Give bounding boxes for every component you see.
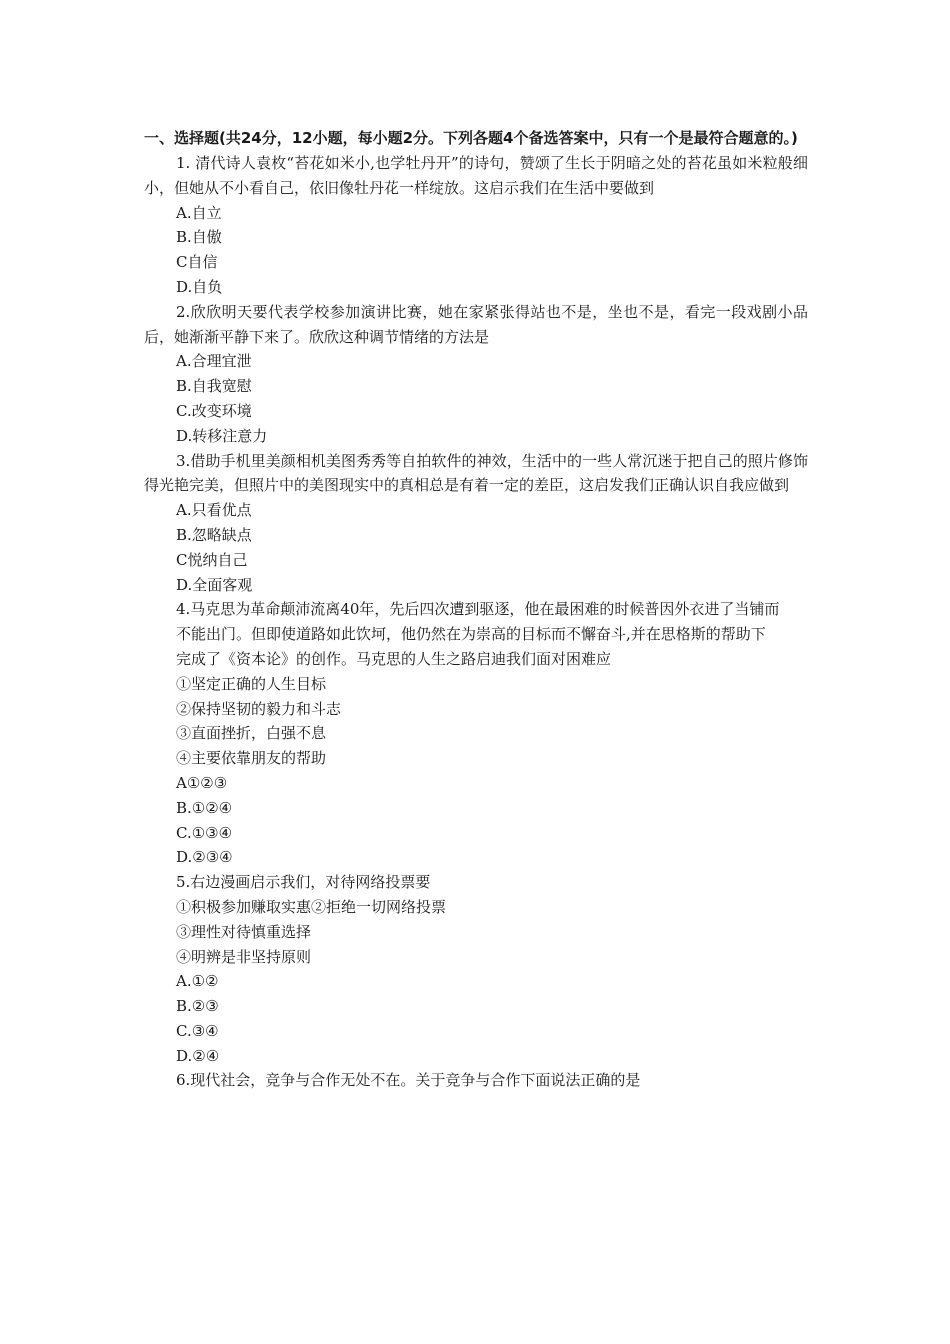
question-2-option-a: A.合理宜泄 xyxy=(176,352,252,371)
question-5-option-b: B.②③ xyxy=(176,997,219,1016)
question-3 xyxy=(144,449,808,598)
question-4 xyxy=(144,597,808,870)
question-1-stem: 1. 清代诗人袁枚“苔花如米小,也学牡丹开”的诗句，赞颂了生长于阴暗之处的苔花虽如米粒般细小，但她从不小看自己，依旧像牡丹花一样绽放。这启示我们在生活中要做到 xyxy=(144,154,808,197)
question-5 xyxy=(144,870,808,1068)
question-2-option-b: B.自我宽慰 xyxy=(176,377,252,396)
question-3-stem: 3.借助手机里美颜相机美图秀秀等自拍软件的神效，生活中的一些人常沉迷于把自己的照片修饰得光艳完美，但照片中的美图现实中的真相总是有着一定的差臣，这启发我们正确认识自我应做到 xyxy=(144,451,808,495)
question-4-statement-1: ①坚定正确的人生目标 xyxy=(176,674,327,693)
question-5-statement-3: ④明辨是非坚持原则 xyxy=(176,947,312,966)
question-4-stem-line-2: 不能出门。但即使道路如此饮坷，他仍然在为崇高的目标而不懈奋斗,并在思格斯的帮助下 xyxy=(176,625,766,644)
question-5-option-a: A.①② xyxy=(176,972,219,991)
question-4-statement-3: ③直面挫折，白强不息 xyxy=(176,724,327,743)
question-2-option-c: C.改变环境 xyxy=(176,401,252,420)
exam-content xyxy=(144,126,808,1093)
question-5-statement-1: ①积极参加赚取实惠②拒绝一切网络投票 xyxy=(176,897,447,916)
question-6-stem: 6.现代社会，竞争与合作无处不在。关于竞争与合作下面说法正确的是 xyxy=(176,1071,641,1090)
question-3-option-b: B.忽略缺点 xyxy=(176,525,252,544)
question-2-stem: 2.欣欣明天要代表学校参加演讲比赛，她在家紧张得站也不是，坐也不是，看完一段戏剧小品后，她渐渐平静下来了。欣欣这种调节情绪的方法是 xyxy=(144,302,808,346)
question-4-stem-line-1: 4.马克思为革命颠沛流离40年，先后四次遭到驱逐，他在最困难的时候普因外衣进了当铺而 xyxy=(176,600,780,619)
question-6 xyxy=(144,1068,808,1093)
question-4-option-c: C.①③④ xyxy=(176,823,233,842)
question-4-option-d: D.②③④ xyxy=(176,848,233,867)
question-4-option-a: A①②③ xyxy=(176,773,228,792)
question-4-option-b: B.①②④ xyxy=(176,798,233,817)
question-3-option-c: C悦纳自己 xyxy=(176,550,248,569)
question-5-option-d: D.②④ xyxy=(176,1046,220,1065)
question-4-statement-4: ④主要依靠朋友的帮助 xyxy=(176,749,327,768)
question-5-statement-2: ③理性对待慎重选择 xyxy=(176,922,312,941)
question-3-option-a: A.只看优点 xyxy=(176,501,252,520)
question-2-option-d: D.转移注意力 xyxy=(176,426,268,445)
question-4-stem-line-3: 完成了《资本论》的创作。马克思的人生之路启迪我们面对困难应 xyxy=(176,649,612,668)
question-1-option-b: B.自傲 xyxy=(176,228,222,247)
question-2 xyxy=(144,300,808,449)
question-3-option-d: D.全面客观 xyxy=(176,575,253,594)
question-5-stem: 5.右边漫画启示我们，对待网络投票要 xyxy=(176,873,431,892)
section-title: 一、选择题(共24分，12小题，每小题2分。下列各题4个备选答案中，只有一个是最符合题意的。) xyxy=(144,129,798,147)
question-1-option-d: D.自负 xyxy=(176,277,223,296)
question-1-option-c: C自信 xyxy=(176,253,218,272)
question-1 xyxy=(144,151,808,300)
question-1-option-a: A.自立 xyxy=(176,203,222,222)
question-4-statement-2: ②保持坚韧的毅力和斗志 xyxy=(176,699,342,718)
question-5-option-c: C.③④ xyxy=(176,1021,219,1040)
